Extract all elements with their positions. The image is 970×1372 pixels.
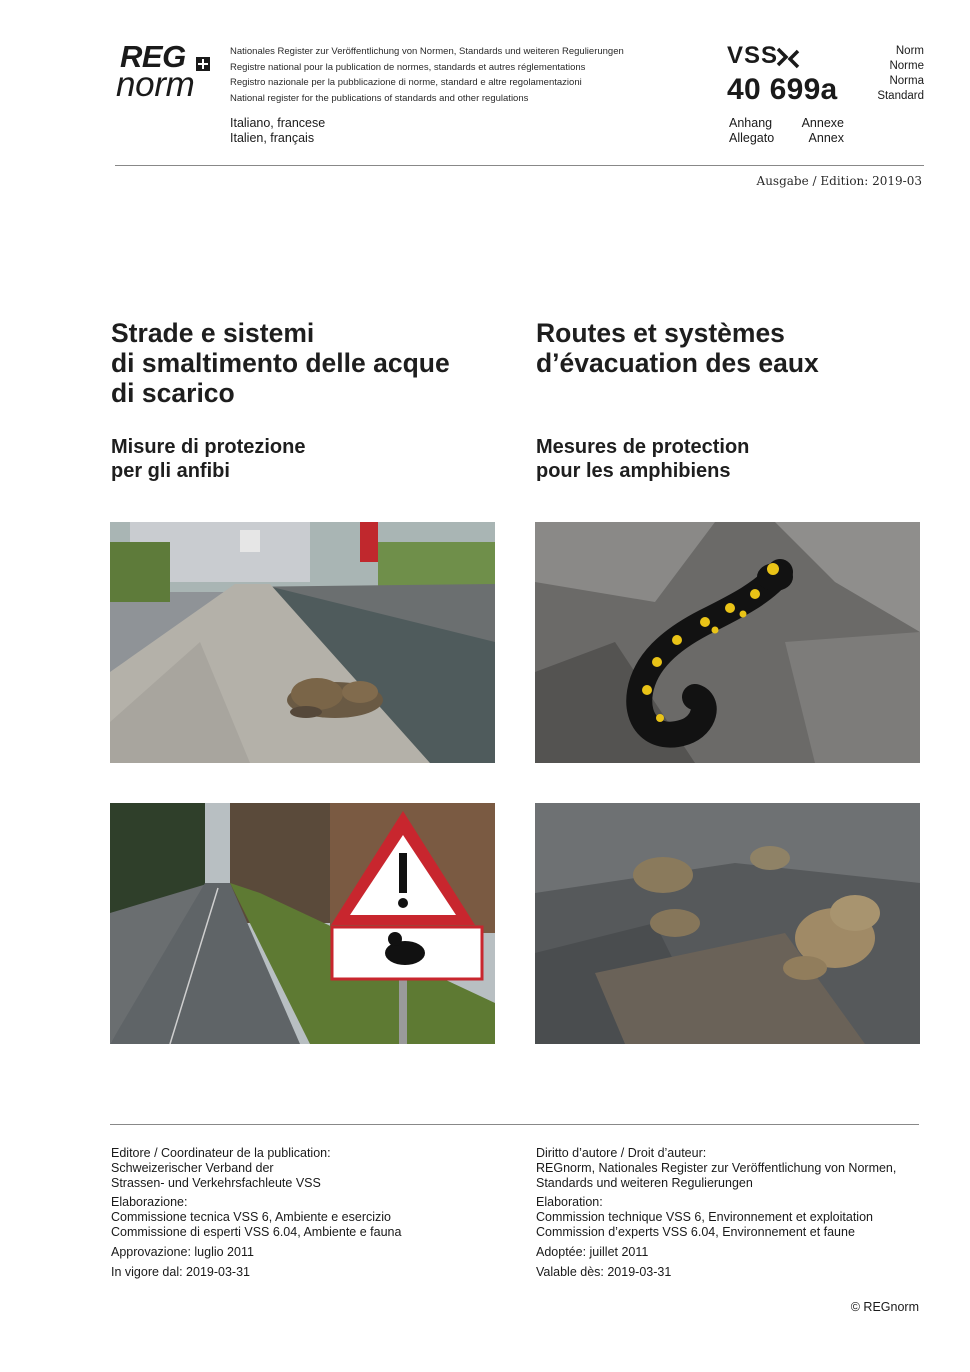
- copyright-notice: © REGnorm: [850, 1300, 919, 1314]
- commission-experts-fr: Commission d’experts VSS 6.04, Environnement et faune: [536, 1224, 855, 1239]
- commission-experts: Commissione di esperti VSS 6.04, Ambiente e fauna: [111, 1224, 402, 1239]
- subtitle-fr-line: pour les amphibiens: [536, 460, 731, 482]
- footer-divider: [110, 1124, 919, 1125]
- approval-date: Approvazione: luglio 2011: [111, 1244, 254, 1259]
- copyright-label: Diritto d’autore / Droit d’auteur:: [536, 1146, 707, 1160]
- elaboration-block-fr: [536, 1195, 926, 1239]
- type-fr: Norme: [889, 60, 924, 72]
- vss-arrows-icon: [774, 46, 804, 70]
- title-it-line: di smaltimento delle acque: [111, 348, 450, 378]
- publisher-label: Editore / Coordinateur de la publication:: [111, 1146, 331, 1160]
- subtitle-french: [536, 435, 946, 483]
- subtitle-italian: [111, 435, 521, 483]
- footer-french: [536, 1146, 926, 1284]
- commission-technical: Commissione tecnica VSS 6, Ambiente e esercizio: [111, 1210, 391, 1225]
- title-fr-line: Routes et systèmes: [536, 318, 785, 348]
- title-it-line: di scarico: [111, 378, 235, 408]
- annex-label-left: [729, 116, 774, 145]
- edition-date: Ausgabe / Edition: 2019-03: [756, 174, 922, 188]
- publisher-block: [111, 1146, 511, 1190]
- subtitle-it-line: Misure di protezione: [111, 436, 306, 458]
- elaboration-label: Elaborazione:: [111, 1195, 188, 1210]
- footer-italian: [111, 1146, 511, 1284]
- annex-de: Anhang: [729, 116, 773, 130]
- language-line-fr: Italien, français: [230, 130, 315, 145]
- photo-toads-in-pipe: [535, 803, 920, 1044]
- photo-frog-on-curb: [110, 522, 495, 763]
- subtitle-fr-line: Mesures de protection: [536, 436, 750, 458]
- commission-technical-fr: Commission technique VSS 6, Environnement et exploitation: [536, 1210, 873, 1225]
- adoption-date: Adoptée: juillet 2011: [536, 1244, 649, 1259]
- title-french: [536, 318, 946, 378]
- language-line-it: Italiano, francese: [230, 116, 326, 130]
- vss-logo-text: VSS: [727, 42, 779, 69]
- photo-fire-salamander: [535, 522, 920, 763]
- elaboration-label-fr: Elaboration:: [536, 1195, 603, 1210]
- standard-number: 40 699a: [727, 73, 838, 106]
- title-fr-line: d’évacuation des eaux: [536, 348, 819, 378]
- register-line-it: Registro nazionale per la pubblicazione di norme, standard e altre regolamentazioni: [230, 77, 582, 88]
- register-description: [230, 44, 624, 106]
- type-de: Norm: [895, 45, 924, 57]
- elaboration-block: [111, 1195, 511, 1239]
- subtitle-it-line: per gli anfibi: [111, 460, 230, 482]
- swiss-cross-icon: [196, 57, 210, 71]
- copyright-holder-1: REGnorm, Nationales Register zur Veröffentlichung von Normen,: [536, 1160, 897, 1175]
- annex-label-right: [800, 116, 844, 145]
- regnorm-logo-reg: REG: [120, 39, 186, 74]
- publisher-name-1: Schweizerischer Verband der: [111, 1160, 274, 1175]
- type-it: Norma: [889, 75, 924, 87]
- publisher-name-2: Strassen- und Verkehrsfachleute VSS: [111, 1175, 321, 1190]
- document-languages: [230, 116, 325, 145]
- title-it-line: Strade e sistemi: [111, 318, 315, 348]
- title-italian: [111, 318, 521, 408]
- header-divider: [115, 165, 924, 166]
- register-line-de: Nationales Register zur Veröffentlichung von Normen, Standards und weiteren Regulierungen: [230, 46, 624, 57]
- valid-from-date: Valable dès: 2019-03-31: [536, 1264, 672, 1279]
- regnorm-logo-norm: norm: [116, 65, 195, 104]
- annex-en: Annex: [808, 130, 844, 145]
- copyright-block: [536, 1146, 926, 1190]
- register-line-en: National register for the publications of standards and other regulations: [230, 92, 529, 104]
- standard-type-list: [877, 44, 924, 104]
- annex-it: Allegato: [729, 130, 775, 145]
- annex-fr: Annexe: [801, 116, 844, 130]
- type-en: Standard: [877, 90, 924, 102]
- copyright-holder-2: Standards und weiteren Regulierungen: [536, 1175, 753, 1190]
- register-line-fr: Registre national pour la publication de normes, standards et autres réglementations: [230, 61, 586, 73]
- photo-toad-warning-sign: [110, 803, 495, 1044]
- effective-date: In vigore dal: 2019-03-31: [111, 1264, 250, 1279]
